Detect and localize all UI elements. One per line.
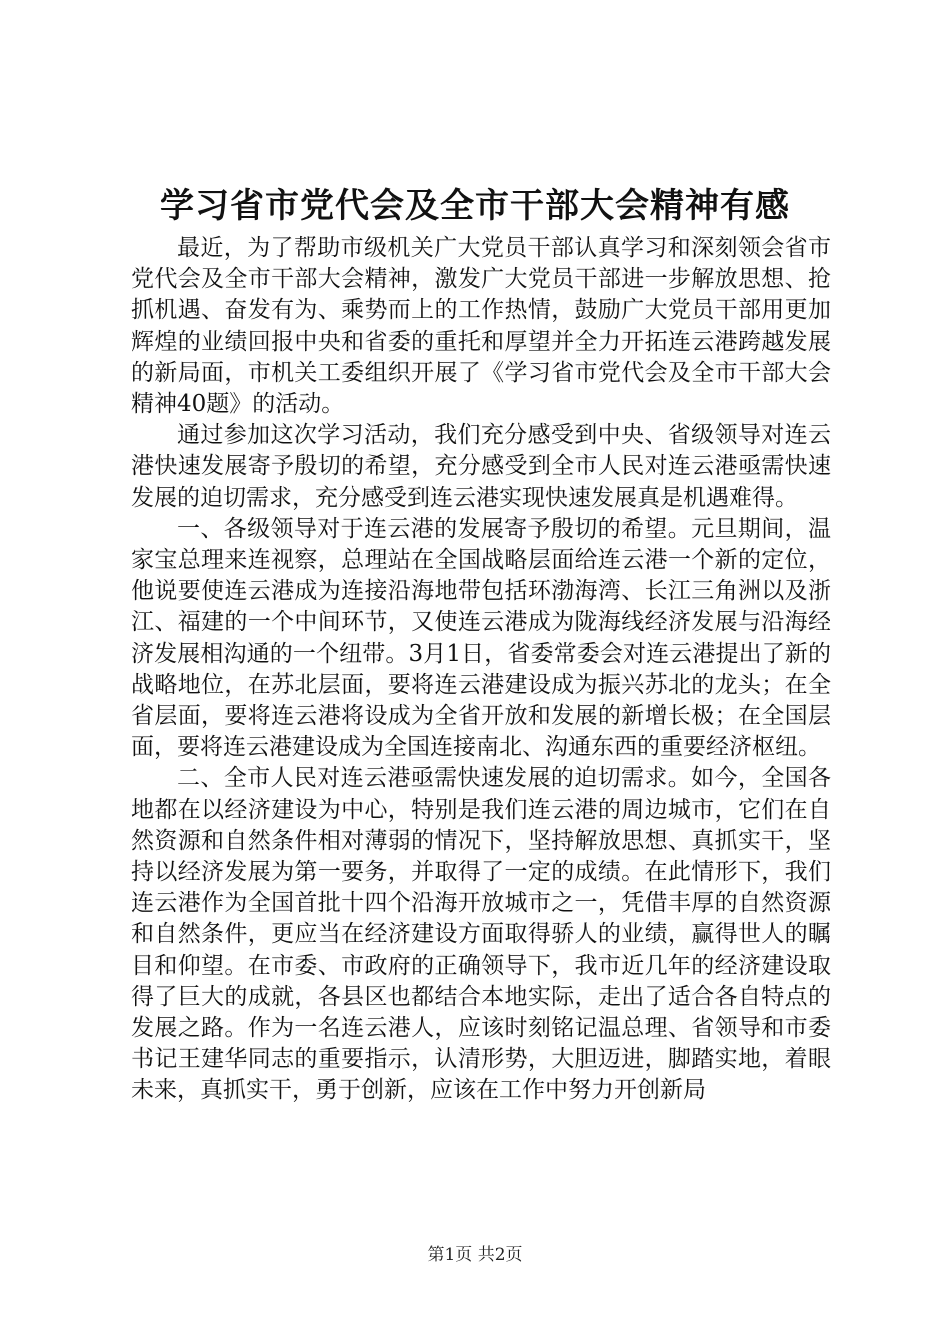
paragraph-section-one: 一、各级领导对于连云港的发展寄予殷切的希望。元旦期间，温家宝总理来连视察，总理站在全国战略层面给连云港一个新的定位，他说要使连云港成为连接沿海地带包括环渤海湾、长江三角洲以及浙江、福建的一个中间环节，又使连云港成为陇海线经济发展与沿海经济发展相沟通的一个纽带。3月1日，省委常委会对连云港提出了新的战略地位，在苏北层面，要将连云港建设成为振兴苏北的龙头；在全省层面，要将连云港将设成为全省开放和发展的新增长极；在全国层面，要将连云港建设成为全国连接南北、沟通东西的重要经济枢纽。 [131, 515, 831, 761]
paragraph-intro: 最近，为了帮助市级机关广大党员干部认真学习和深刻领会省市党代会及全市干部大会精神，激发广大党员干部进一步解放思想、抢抓机遇、奋发有为、乘势而上的工作热情，鼓励广大党员干部用更加辉煌的业绩回报中央和省委的重托和厚望并全力开拓连云港跨越发展的新局面，市机关工委组织开展了《学习省市党代会及全市干部大会精神40题》的活动。 [131, 235, 831, 418]
document-body [131, 233, 831, 1107]
paragraph-summary: 通过参加这次学习活动，我们充分感受到中央、省级领导对连云港快速发展寄予殷切的希望，充分感受到全市人民对连云港亟需快速发展的迫切需求，充分感受到连云港实现快速发展真是机遇难得。 [131, 422, 831, 511]
paragraph-section-two: 二、全市人民对连云港亟需快速发展的迫切需求。如今，全国各地都在以经济建设为中心，特别是我们连云港的周边城市，它们在自然资源和自然条件相对薄弱的情况下，坚持解放思想、真抓实干，坚持以经济发展为第一要务，并取得了一定的成绩。在此情形下，我们连云港作为全国首批十四个沿海开放城市之一，凭借丰厚的自然资源和自然条件，更应当在经济建设方面取得骄人的业绩，赢得世人的瞩目和仰望。在市委、市政府的正确领导下，我市近几年的经济建设取得了巨大的成就，各县区也都结合本地实际，走出了适合各自特点的发展之路。作为一名连云港人，应该时刻铭记温总理、省领导和市委书记王建华同志的重要指示，认清形势，大胆迈进，脚踏实地，着眼未来，真抓实干，勇于创新，应该在工作中努力开创新局 [131, 765, 831, 1104]
page-footer: 第1页 共2页 [427, 1245, 523, 1265]
document-title: 学习省市党代会及全市干部大会精神有感 [160, 186, 790, 226]
